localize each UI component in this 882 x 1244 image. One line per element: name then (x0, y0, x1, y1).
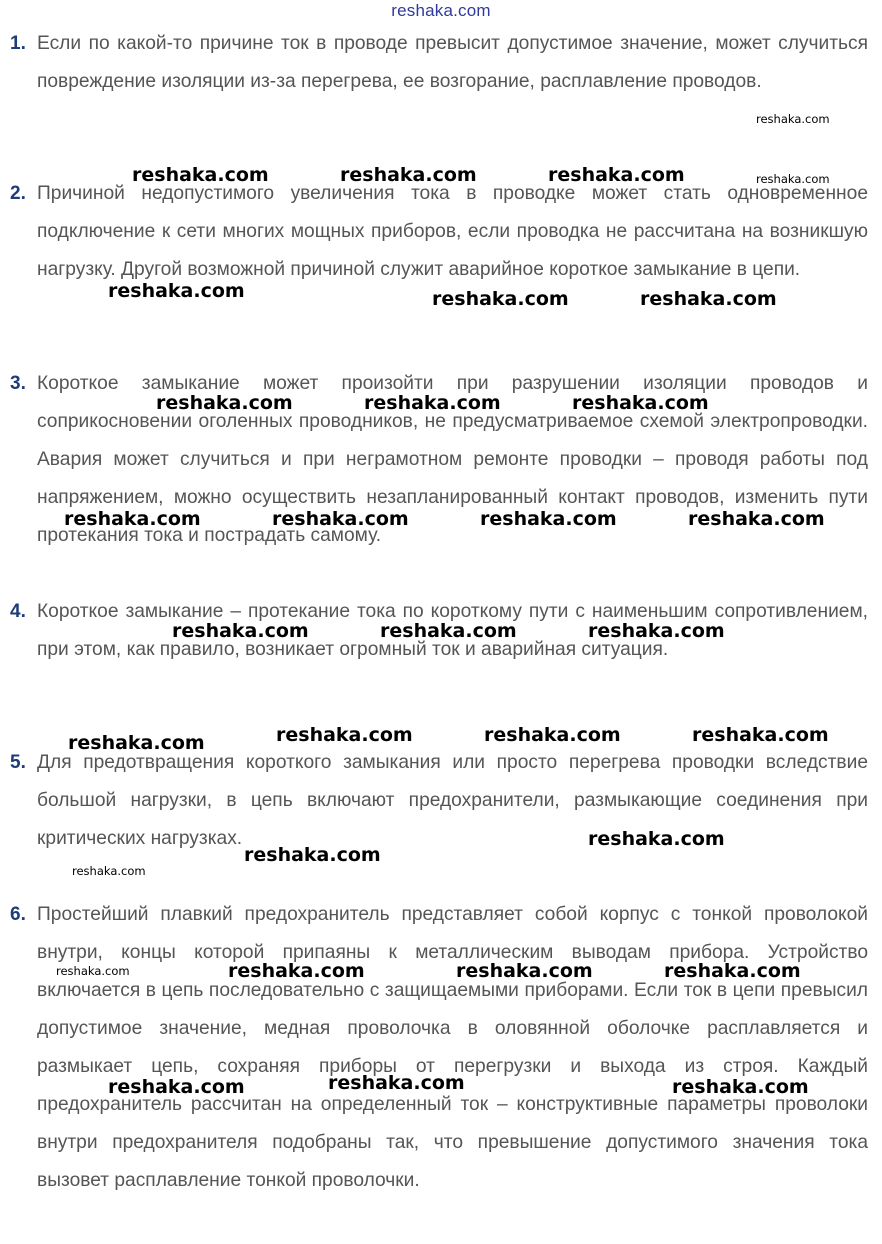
watermark: reshaka.com (664, 960, 801, 982)
watermark: reshaka.com (108, 280, 245, 302)
watermark: reshaka.com (756, 172, 830, 186)
watermark: reshaka.com (480, 508, 617, 530)
watermark: reshaka.com (548, 164, 685, 186)
watermark: reshaka.com (56, 964, 130, 978)
watermark: reshaka.com (68, 732, 205, 754)
watermark: reshaka.com (672, 1076, 809, 1098)
watermark: reshaka.com (72, 864, 146, 878)
watermark: reshaka.com (380, 620, 517, 642)
list-item (10, 175, 868, 289)
watermark: reshaka.com (484, 724, 621, 746)
item-text: Простейший плавкий предохранитель представляет собой корпус с тонкой проволокой внутри, концы которой припаяны к металлическим выводам прибора. Устройство включается в цепь последовательно с защищаемыми приборами. Если ток в цепи превысил допустимое значение, медная проволочка в оловянной оболочке расплавляется и размыкает цепь, сохраняя приборы от перегрузки и выхода из строя. Каждый предохранитель рассчитан на определенный ток – конструктивные параметры проволоки внутри предохранителя подобраны так, что превышение допустимого значения тока вызовет расплавление тонкой проволочки. (37, 904, 868, 1191)
watermark: reshaka.com (692, 724, 829, 746)
item-text: Причиной недопустимого увеличения тока в проводке может стать одновременное подключение к сети многих мощных приборов, если проводка не рассчитана на возникшую нагрузку. Другой возможной причиной служит аварийное короткое замыкание в цепи. (37, 183, 868, 280)
watermark: reshaka.com (756, 112, 830, 126)
item-number: 6. (10, 904, 26, 925)
watermark: reshaka.com (172, 620, 309, 642)
watermark: reshaka.com (640, 288, 777, 310)
list-item (10, 25, 868, 101)
watermark: reshaka.com (276, 724, 413, 746)
item-text: Короткое замыкание – протекание тока по короткому пути с наименьшим сопротивлением, при этом, как правило, возникает огромный ток и аварийная ситуация. (37, 601, 868, 660)
item-number: 3. (10, 373, 26, 394)
watermark: reshaka.com (64, 508, 201, 530)
watermark: reshaka.com (132, 164, 269, 186)
watermark: reshaka.com (328, 1072, 465, 1094)
item-number: 4. (10, 601, 26, 622)
list-item (10, 896, 868, 1200)
item-number: 5. (10, 752, 26, 773)
item-number: 2. (10, 183, 26, 204)
item-number: 1. (10, 33, 26, 54)
watermark: reshaka.com (572, 392, 709, 414)
watermark: reshaka.com (156, 392, 293, 414)
watermark: reshaka.com (364, 392, 501, 414)
watermark: reshaka.com (588, 828, 725, 850)
item-text: Для предотвращения короткого замыкания или просто перегрева проводки вследствие большой нагрузки, в цепь включают предохранители, размыкающие соединения при критических нагрузках. (37, 752, 868, 849)
item-text: Если по какой-то причине ток в проводе превысит допустимое значение, может случиться повреждение изоляции из-за перегрева, ее возгорание, расплавление проводов. (37, 33, 868, 92)
item-text: Короткое замыкание может произойти при разрушении изоляции проводов и соприкосновении оголенных проводников, не предусматриваемое схемой электропроводки. Авария может случиться и при неграмотном ремонте проводки – проводя работы под напряжением, можно осуществить незапланированный контакт проводов, изменить пути протекания тока и пострадать самому. (37, 373, 868, 546)
watermark: reshaka.com (244, 844, 381, 866)
watermark: reshaka.com (588, 620, 725, 642)
watermark: reshaka.com (272, 508, 409, 530)
list-item (10, 744, 868, 858)
watermark: reshaka.com (340, 164, 477, 186)
watermark: reshaka.com (432, 288, 569, 310)
watermark: reshaka.com (456, 960, 593, 982)
watermark: reshaka.com (108, 1076, 245, 1098)
watermark: reshaka.com (228, 960, 365, 982)
watermark: reshaka.com (688, 508, 825, 530)
site-header[interactable]: reshaka.com (391, 1, 491, 20)
